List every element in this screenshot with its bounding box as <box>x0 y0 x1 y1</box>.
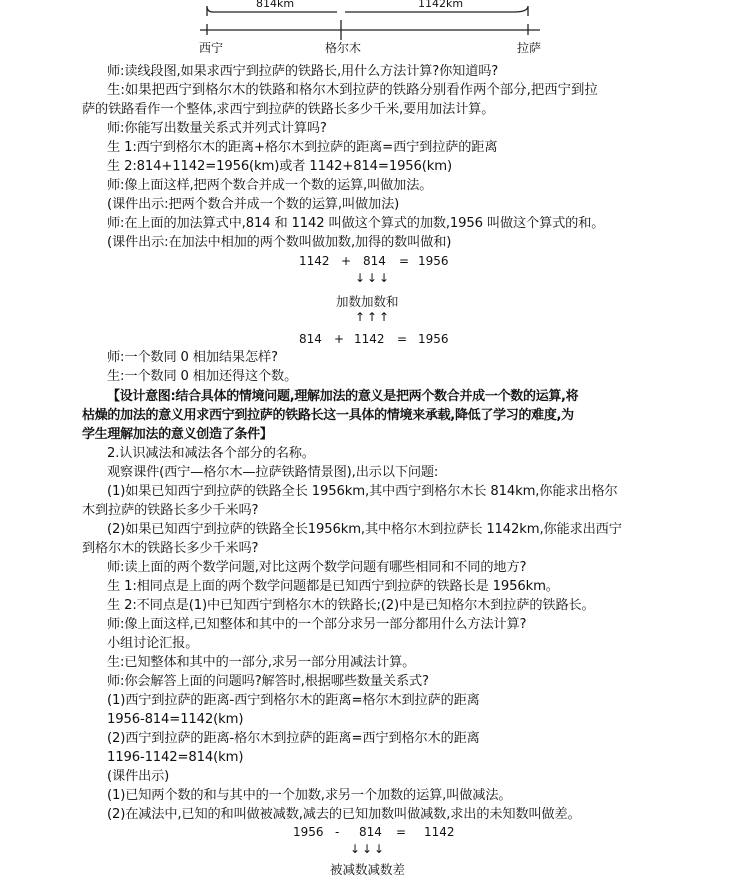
text-line: 萨的铁路看作一个整体,求西宁到拉萨的铁路长多少千米,要用加法计算。 <box>82 102 495 117</box>
text-line: 生 1:相同点是上面的两个数学问题都是已知西宁到拉萨的铁路长是 1956km。 <box>107 579 559 594</box>
text-line: 师:像上面这样,把两个数合并成一个数的运算,叫做加法。 <box>107 178 433 193</box>
addend-1: 1142 <box>299 254 330 268</box>
up-arrow-icon: ↑ <box>379 310 390 324</box>
equals-sign: = <box>399 254 410 268</box>
up-arrow-icon: ↑ <box>367 310 378 324</box>
down-arrow-icon: ↓ <box>362 842 373 856</box>
text-line: 师:你能写出数量关系式并列式计算吗? <box>107 121 327 136</box>
down-arrow-icon: ↓ <box>374 842 385 856</box>
text-line: (课件出示) <box>107 769 170 784</box>
addend-2: 1142 <box>354 332 385 346</box>
text-line: (2)西宁到拉萨的距离-格尔木到拉萨的距离=西宁到格尔木的距离 <box>107 731 480 746</box>
down-arrow-icon: ↓ <box>379 271 390 285</box>
difference: 1142 <box>424 825 455 839</box>
subtraction-part-names: 被减数减数差 <box>330 862 406 877</box>
design-intent-line: 枯燥的加法的意义用求西宁到拉萨的铁路长这一具体的情境来承载,降低了学习的难度,为 <box>82 408 574 423</box>
design-intent-line: 【设计意图:结合具体的情境问题,理解加法的意义是把两个数合并成一个数的运算,将 <box>107 389 579 404</box>
section-heading: 2.认识减法和减法各个部分的名称。 <box>107 446 315 461</box>
text-line: 师:一个数同 0 相加结果怎样? <box>107 350 278 365</box>
addend-2: 814 <box>363 254 386 268</box>
label-geermu: 格尔木 <box>325 41 362 55</box>
line-segment-diagram <box>0 0 742 60</box>
text-line: 生 1:西宁到格尔木的距离+格尔木到拉萨的距离=西宁到拉萨的距离 <box>107 140 498 155</box>
design-intent-line: 学生理解加法的意义创造了条件】 <box>82 427 273 442</box>
text-line: 生 2:不同点是(1)中已知西宁到格尔木的铁路长;(2)中是已知格尔木到拉萨的铁路长。 <box>107 598 595 613</box>
text-line: 生 2:814+1142=1956(km)或者 1142+814=1956(km) <box>107 159 452 174</box>
plus-sign: + <box>334 332 345 346</box>
equals-sign: = <box>397 332 408 346</box>
minus-sign: - <box>335 825 340 839</box>
text-line: 师:像上面这样,已知整体和其中的一个部分求另一部分都用什么方法计算? <box>107 617 527 632</box>
text-line: 生:一个数同 0 相加还得这个数。 <box>107 369 298 384</box>
text-line: 生:如果把西宁到格尔木的铁路和格尔木到拉萨的铁路分别看作两个部分,把西宁到拉 <box>107 83 598 98</box>
addend-1: 814 <box>299 332 322 346</box>
text-line: 师:读线段图,如果求西宁到拉萨的铁路长,用什么方法计算?你知道吗? <box>107 64 499 79</box>
down-arrow-icon: ↓ <box>355 271 366 285</box>
minuend: 1956 <box>293 825 324 839</box>
text-line: 小组讨论汇报。 <box>107 636 199 651</box>
sum: 1956 <box>418 332 449 346</box>
label-1142km: 1142km <box>418 0 464 10</box>
text-line: 到格尔木的铁路长多少千米吗? <box>82 541 259 556</box>
text-line: 生:已知整体和其中的一部分,求另一部分用减法计算。 <box>107 655 416 670</box>
label-xining: 西宁 <box>199 41 224 55</box>
equals-sign: = <box>396 825 407 839</box>
text-line: 1956-814=1142(km) <box>107 712 244 727</box>
text-line: 师:在上面的加法算式中,814 和 1142 叫做这个算式的加数,1956 叫做这个算式的和。 <box>107 216 605 231</box>
text-line: 木到拉萨的铁路长多少千米吗? <box>82 503 259 518</box>
text-line: 师:你会解答上面的问题吗?解答时,根据哪些数量关系式? <box>107 674 429 689</box>
down-arrow-icon: ↓ <box>367 271 378 285</box>
text-line: 1196-1142=814(km) <box>107 750 244 765</box>
text-line: (1)如果已知西宁到拉萨的铁路全长 1956km,其中西宁到格尔木长 814km,你能求出格尔 <box>107 484 618 499</box>
text-line: (1)已知两个数的和与其中的一个加数,求另一个加数的运算,叫做减法。 <box>107 788 512 803</box>
subtrahend: 814 <box>359 825 382 839</box>
label-814km: 814km <box>256 0 295 10</box>
text-line: (2)在减法中,已知的和叫做被减数,减去的已知加数叫做减数,求出的未知数叫做差。 <box>107 807 581 822</box>
text-line: (1)西宁到拉萨的距离-西宁到格尔木的距离=格尔木到拉萨的距离 <box>107 693 480 708</box>
label-lasa: 拉萨 <box>517 41 542 55</box>
plus-sign: + <box>341 254 352 268</box>
text-line: (课件出示:把两个数合并成一个数的运算,叫做加法) <box>107 197 400 212</box>
sum: 1956 <box>418 254 449 268</box>
up-arrow-icon: ↑ <box>355 310 366 324</box>
text-line: 师:读上面的两个数学问题,对比这两个数学问题有哪些相同和不同的地方? <box>107 560 527 575</box>
addition-part-names: 加数加数和 <box>336 294 399 309</box>
text-line: 观察课件(西宁—格尔木—拉萨铁路情景图),出示以下问题: <box>107 465 439 480</box>
text-line: (2)如果已知西宁到拉萨的铁路全长1956km,其中格尔木到拉萨长 1142km,你能求出西宁 <box>107 522 622 537</box>
down-arrow-icon: ↓ <box>350 842 361 856</box>
text-line: (课件出示:在加法中相加的两个数叫做加数,加得的数叫做和) <box>107 235 452 250</box>
